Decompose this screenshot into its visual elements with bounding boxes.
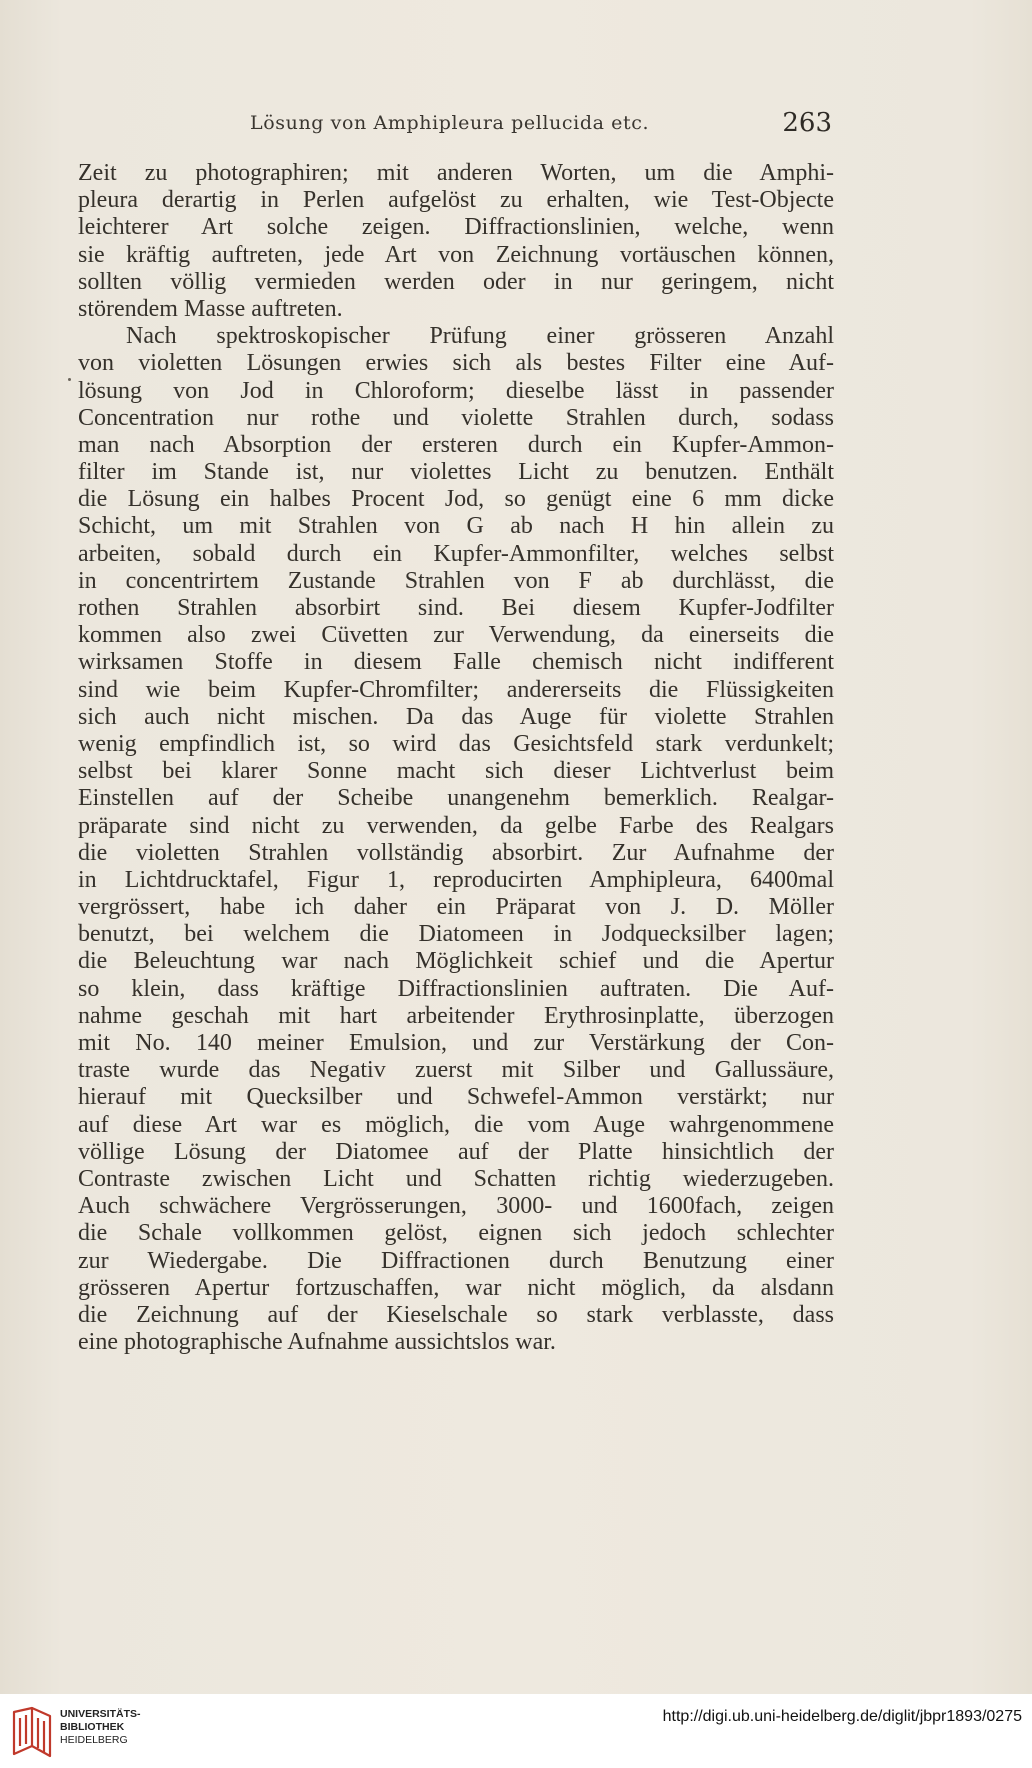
text-line: so klein, dass kräftige Diffractionslinien auftraten. Die Auf- bbox=[78, 975, 834, 1002]
text-line: in concentrirtem Zustande Strahlen von F ab durchlässt, die bbox=[78, 567, 834, 594]
text-line: hierauf mit Quecksilber und Schwefel-Ammon verstärkt; nur bbox=[78, 1084, 834, 1111]
text-line: kommen also zwei Cüvetten zur Verwendung, da einerseits die bbox=[78, 622, 834, 649]
text-line: Contraste zwischen Licht und Schatten richtig wiederzugeben. bbox=[78, 1165, 834, 1192]
page-number: 263 bbox=[782, 108, 832, 138]
text-line: störendem Masse auftreten. bbox=[78, 295, 343, 322]
text-line: Concentration nur rothe und violette Strahlen durch, sodass bbox=[78, 404, 834, 431]
text-line: man nach Absorption der ersteren durch ein Kupfer-Ammon- bbox=[78, 431, 834, 458]
body-text bbox=[78, 160, 834, 1356]
text-line: zur Wiedergabe. Die Diffractionen durch Benutzung einer bbox=[78, 1247, 834, 1274]
text-line: rothen Strahlen absorbirt sind. Bei diesem Kupfer-Jodfilter bbox=[78, 595, 834, 621]
text-line: filter im Stande ist, nur violettes Licht zu benutzen. Enthält bbox=[78, 459, 834, 486]
text-line: wirksamen Stoffe in diesem Falle chemisch nicht indifferent bbox=[78, 649, 834, 676]
margin-mark bbox=[68, 378, 71, 381]
text-line: auf diese Art war es möglich, die vom Auge wahrgenommene bbox=[78, 1111, 834, 1138]
text-line: in Lichtdrucktafel, Figur 1, reproducirten Amphipleura, 6400mal bbox=[78, 866, 834, 893]
library-name bbox=[60, 1708, 141, 1747]
text-line: Schicht, um mit Strahlen von G ab nach H hin allein zu bbox=[78, 513, 834, 540]
text-line: selbst bei klarer Sonne macht sich dieser Lichtverlust beim bbox=[78, 758, 834, 785]
text-line: die Lösung ein halbes Procent Jod, so genügt eine 6 mm dicke bbox=[78, 486, 834, 513]
text-line: sind wie beim Kupfer-Chromfilter; andererseits die Flüssigkeiten bbox=[78, 676, 834, 703]
text-line: nahme geschah mit hart arbeitender Erythrosinplatte, überzogen bbox=[78, 1002, 834, 1029]
text-line: die Zeichnung auf der Kieselschale so stark verblasste, dass bbox=[78, 1301, 834, 1328]
library-name-line: UNIVERSITÄTS- bbox=[60, 1708, 141, 1720]
text-line: vergrössert, habe ich daher ein Präparat von J. D. Möller bbox=[78, 894, 834, 921]
text-line: Einstellen auf der Scheibe unangenehm bemerklich. Realgar- bbox=[78, 785, 834, 812]
text-line: Zeit zu photographiren; mit anderen Worten, um die Amphi- bbox=[78, 160, 834, 186]
text-line: benutzt, bei welchem die Diatomeen in Jodquecksilber lagen; bbox=[78, 921, 834, 948]
text-line: mit No. 140 meiner Emulsion, und zur Verstärkung der Con- bbox=[78, 1030, 834, 1056]
text-line: sollten völlig vermieden werden oder in nur geringem, nicht bbox=[78, 268, 834, 295]
text-line: völlige Lösung der Diatomee auf der Platte hinsichtlich der bbox=[78, 1138, 834, 1165]
text-line: pleura derartig in Perlen aufgelöst zu erhalten, wie Test-Objecte bbox=[78, 187, 834, 214]
text-line: traste wurde das Negativ zuerst mit Silber und Gallussäure, bbox=[78, 1057, 834, 1084]
library-name-line: BIBLIOTHEK bbox=[60, 1721, 125, 1733]
text-line: sich auch nicht mischen. Da das Auge für violette Strahlen bbox=[78, 703, 834, 730]
text-line: wenig empfindlich ist, so wird das Gesichtsfeld stark verdunkelt; bbox=[78, 730, 834, 757]
text-line: von violetten Lösungen erwies sich als bestes Filter eine Auf- bbox=[78, 350, 834, 377]
running-head bbox=[80, 108, 840, 144]
library-name-line: HEIDELBERG bbox=[60, 1734, 128, 1746]
text-line: leichterer Art solche zeigen. Diffractionslinien, welche, wenn bbox=[78, 214, 834, 241]
text-line: Auch schwächere Vergrösserungen, 3000- und 1600fach, zeigen bbox=[78, 1193, 834, 1220]
text-line: Nach spektroskopischer Prüfung einer grösseren Anzahl bbox=[126, 323, 834, 350]
text-line: sie kräftig auftreten, jede Art von Zeichnung vortäuschen können, bbox=[78, 241, 834, 268]
text-line: eine photographische Aufnahme aussichtslos war. bbox=[78, 1329, 556, 1356]
text-line: arbeiten, sobald durch ein Kupfer-Ammonfilter, welches selbst bbox=[78, 540, 834, 567]
text-line: lösung von Jod in Chloroform; dieselbe lässt in passender bbox=[78, 377, 834, 404]
text-line: präparate sind nicht zu verwenden, da gelbe Farbe des Realgars bbox=[78, 812, 834, 839]
text-line: die violetten Strahlen vollständig absorbirt. Zur Aufnahme der bbox=[78, 839, 834, 866]
text-line: die Beleuchtung war nach Möglichkeit schief und die Apertur bbox=[78, 948, 834, 975]
text-line: grösseren Apertur fortzuschaffen, war nicht möglich, da alsdann bbox=[78, 1274, 834, 1301]
library-logo-icon bbox=[10, 1706, 54, 1760]
running-title: Lösung von Amphipleura pellucida etc. bbox=[250, 112, 650, 134]
source-url-link[interactable]: http://digi.ub.uni-heidelberg.de/diglit/jbpr1893/0275 bbox=[662, 1708, 1022, 1725]
text-line: die Schale vollkommen gelöst, eignen sich jedoch schlechter bbox=[78, 1220, 834, 1247]
footer-bar bbox=[0, 1694, 1032, 1768]
